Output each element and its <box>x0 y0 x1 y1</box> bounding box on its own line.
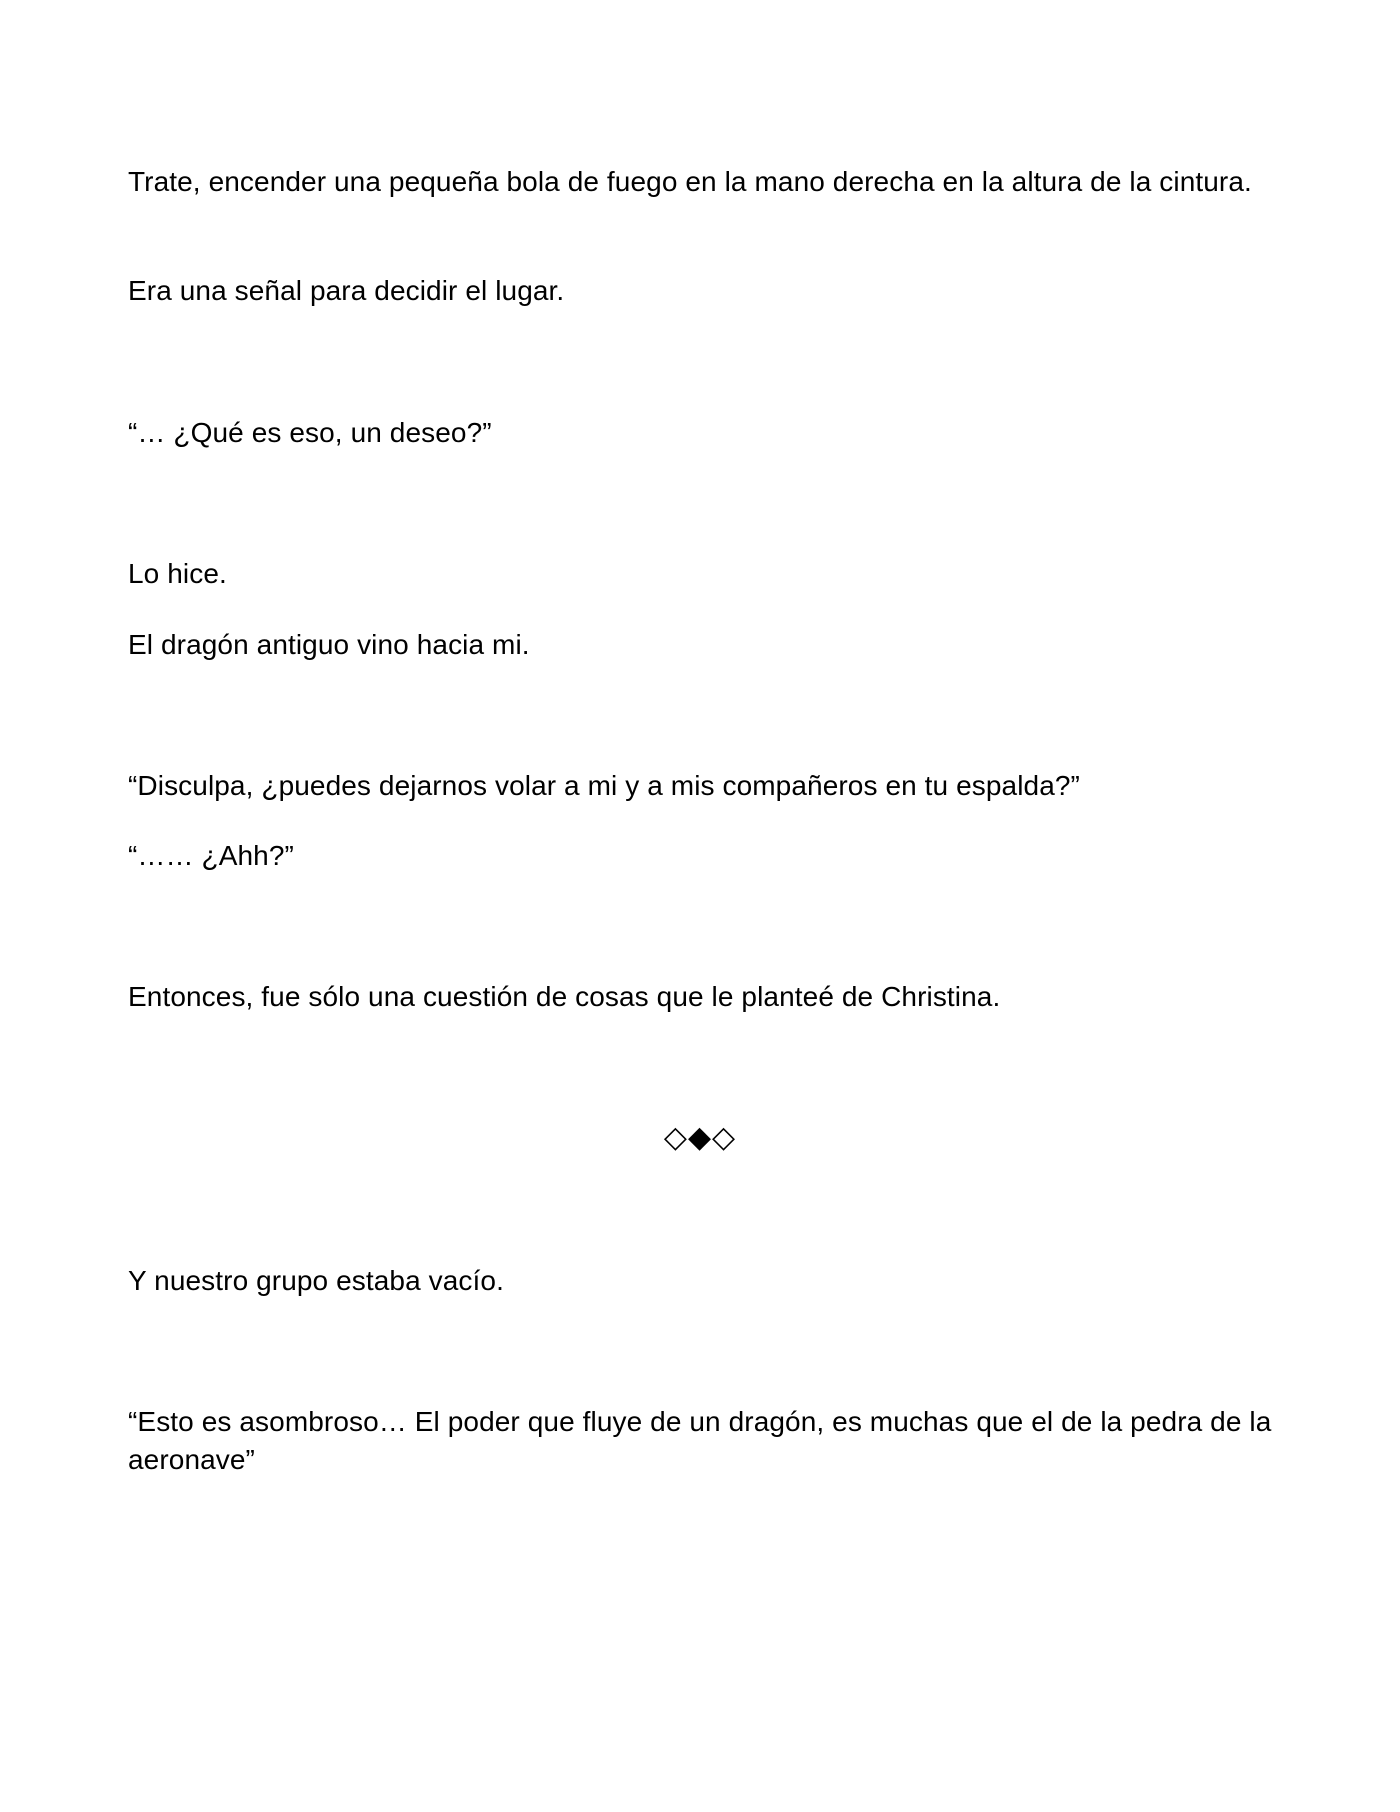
paragraph-wish-question: “… ¿Qué es eso, un deseo?” <box>128 417 492 448</box>
paragraph-christina: Entonces, fue sólo una cuestión de cosas que le planteé de Christina. <box>128 981 1001 1012</box>
paragraph-group-empty: Y nuestro grupo estaba vacío. <box>128 1265 504 1296</box>
paragraph-fly-request: “Disculpa, ¿puedes dejarnos volar a mi y a mis compañeros en tu espalda?” <box>128 770 1080 801</box>
paragraph-dragon-power: “Esto es asombroso… El poder que fluye de un dragón, es muchas que el de la pedra de la aeronave” <box>128 1406 1272 1475</box>
paragraph-fireball: Trate, encender una pequeña bola de fuego en la mano derecha en la altura de la cintura. <box>128 166 1252 197</box>
paragraph-ahh: “…… ¿Ahh?” <box>128 840 294 871</box>
paragraph-lo-hice: Lo hice. <box>128 558 227 589</box>
scene-separator: ◇◆◇ <box>663 1120 737 1155</box>
paragraph-dragon-came: El dragón antiguo vino hacia mi. <box>128 629 530 660</box>
paragraph-signal: Era una señal para decidir el lugar. <box>128 275 565 306</box>
